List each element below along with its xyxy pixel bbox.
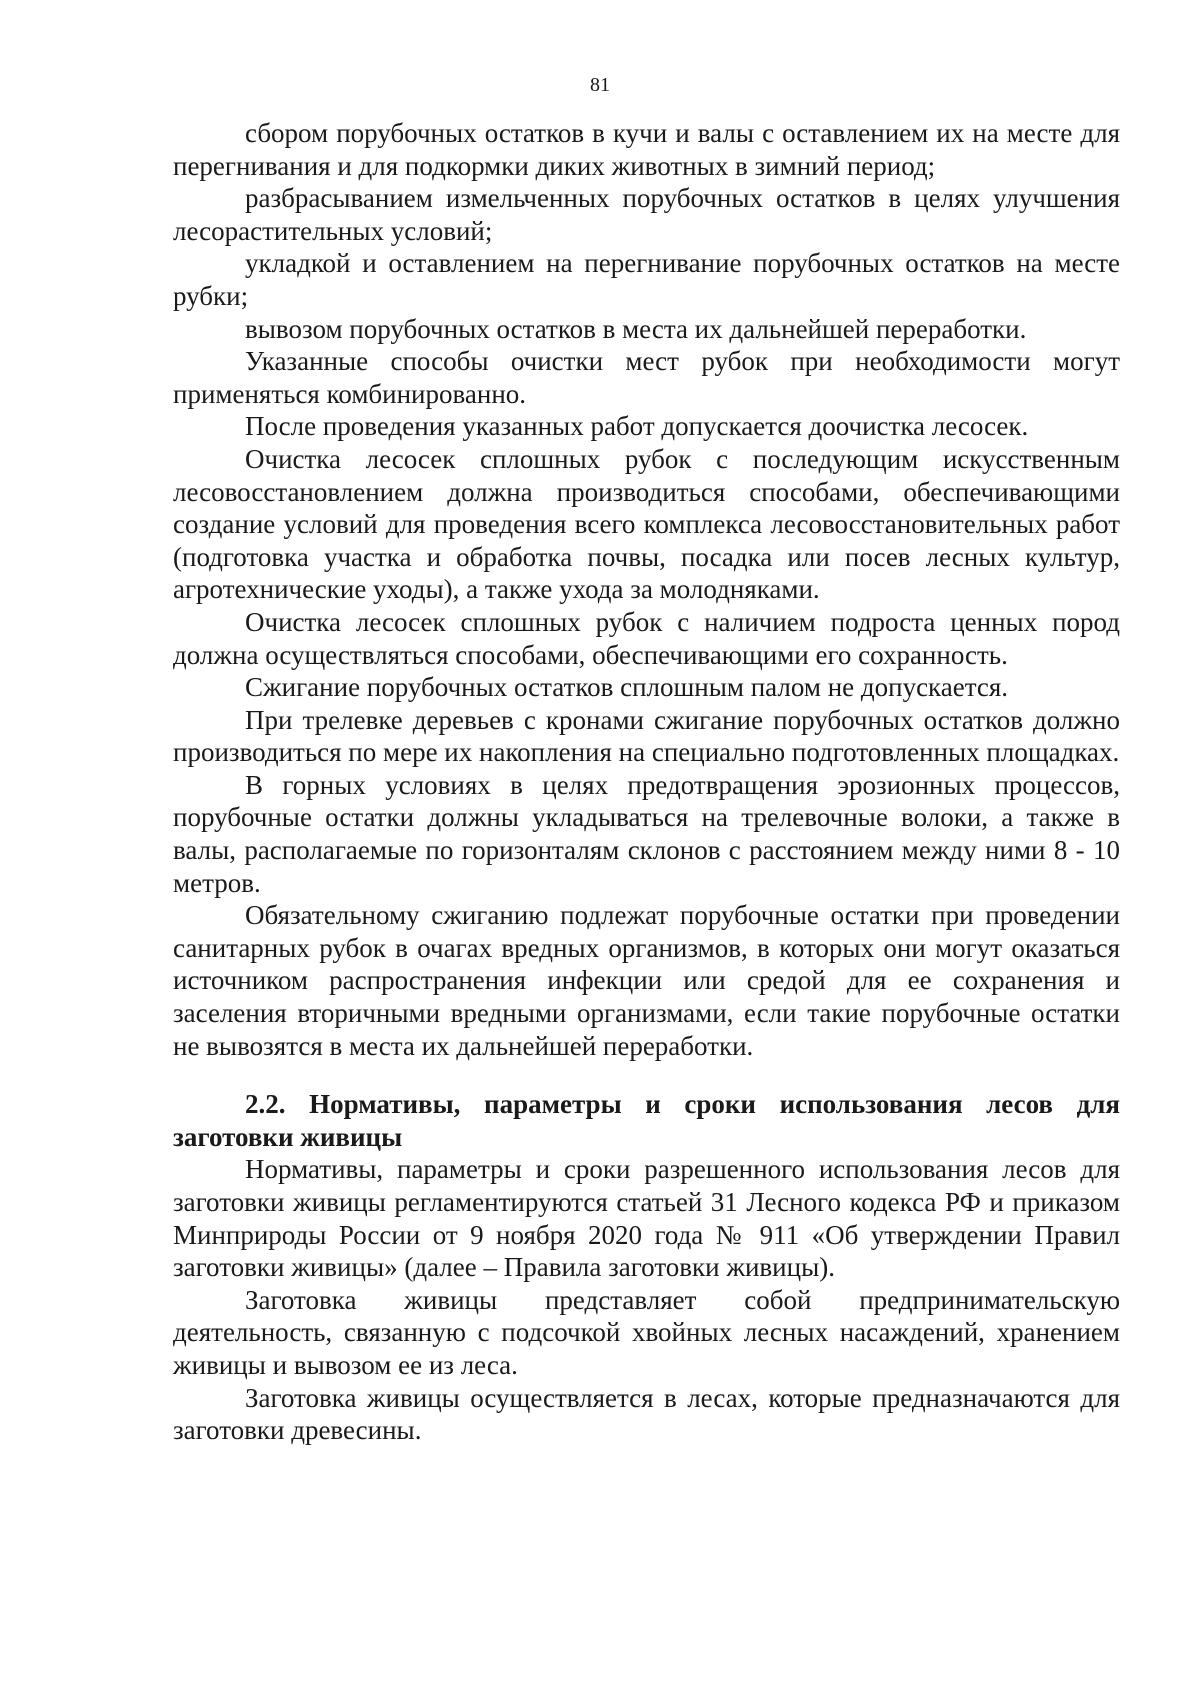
paragraph: Обязательному сжиганию подлежат порубочные остатки при проведении санитарных рубок в очагах вредных организмов, в которых они могут оказаться источником распространения инфекции или средой для ее сохранения и заселения вторичными вредными организмами, если такие порубочные остатки не вывозятся в места их дальнейшей переработки. xyxy=(173,900,1120,1061)
paragraph: разбрасыванием измельченных порубочных остатков в целях улучшения лесорастительных условий; xyxy=(173,183,1120,246)
paragraph: вывозом порубочных остатков в места их дальнейшей переработки. xyxy=(245,313,1027,344)
paragraph: После проведения указанных работ допускается доочистка лесосек. xyxy=(245,411,1029,442)
paragraph: Указанные способы очистки мест рубок при необходимости могут применяться комбинированно. xyxy=(173,346,1120,409)
document-body xyxy=(173,117,1120,1447)
page-number: 81 xyxy=(590,74,610,96)
paragraph: Нормативы, параметры и сроки разрешенного использования лесов для заготовки живицы регламентируются статьей 31 Лесного кодекса РФ и приказом Минприроды России от 9 ноября 2020 года № 911 «Об утверждении Правил заготовки живицы» (далее – Правила заготовки живицы). xyxy=(173,1154,1120,1283)
paragraph: Сжигание порубочных остатков сплошным палом не допускается. xyxy=(245,672,1009,703)
paragraph: укладкой и оставлением на перегнивание порубочных остатков на месте рубки; xyxy=(173,248,1120,311)
paragraph: В горных условиях в целях предотвращения эрозионных процессов, порубочные остатки должны укладываться на трелевочные волоки, а также в валы, располагаемые по горизонталям склонов с расстоянием между ними 8 - 10 метров. xyxy=(173,769,1120,898)
paragraph: Очистка лесосек сплошных рубок с последующим искусственным лесовосстановлением должна производиться способами, обеспечивающими создание условий для проведения всего комплекса лесовосстановительных работ (подготовка участка и обработка почвы, посадка или посев лесных культур, агротехнические уходы), а также ухода за молодняками. xyxy=(173,443,1120,605)
paragraph: сбором порубочных остатков в кучи и валы с оставлением их на месте для перегнивания и для подкормки диких животных в зимний период; xyxy=(173,118,1120,181)
paragraph: Очистка лесосек сплошных рубок с наличием подроста ценных пород должна осуществляться способами, обеспечивающими его сохранность. xyxy=(173,606,1120,670)
paragraph: Заготовка живицы представляет собой предпринимательскую деятельность, связанную с подсочкой хвойных лесных насаждений, хранением живицы и вывозом ее из леса. xyxy=(173,1284,1120,1380)
paragraph: При трелевке деревьев с кронами сжигание порубочных остатков должно производиться по мере их накопления на специально подготовленных площадках. xyxy=(173,704,1120,768)
paragraph: Заготовка живицы осуществляется в лесах, которые предназначаются для заготовки древесины. xyxy=(173,1382,1120,1446)
section-heading: 2.2. Нормативы, параметры и сроки использования лесов для заготовки живицы xyxy=(173,1089,1120,1152)
